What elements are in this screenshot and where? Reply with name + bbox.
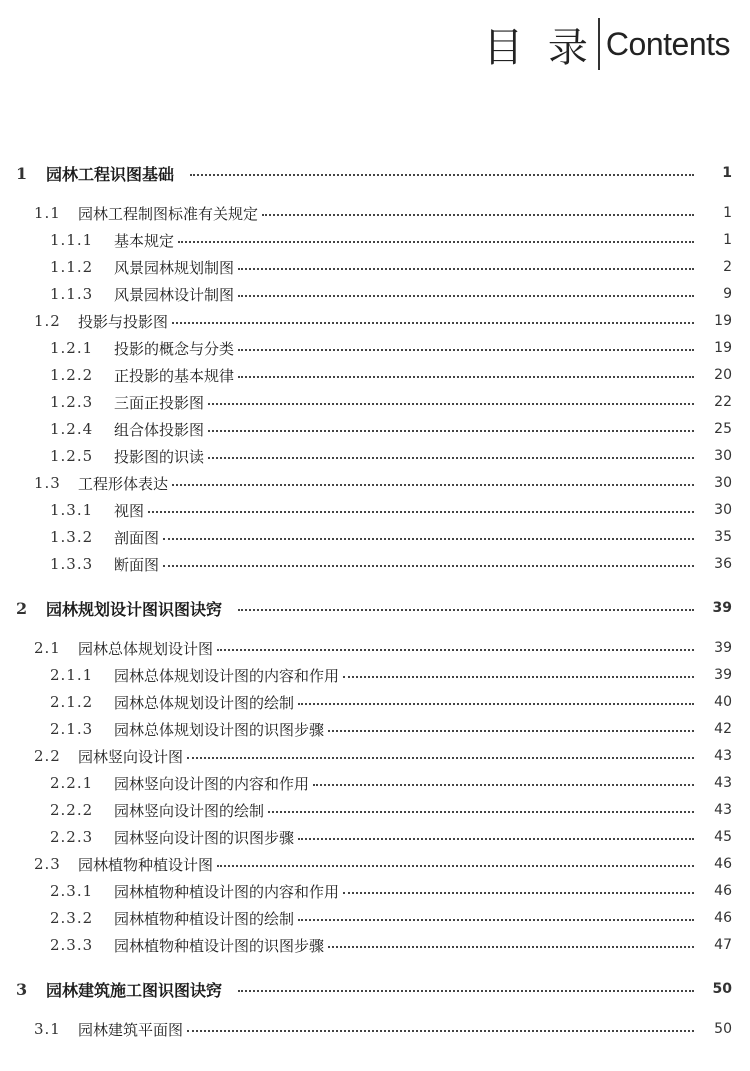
toc-leader-dots (208, 403, 694, 405)
toc-entry-title: 园林竖向设计图的内容和作用 (114, 774, 310, 793)
toc-entry-number: 1.3.1 (50, 501, 94, 519)
toc-entry[interactable] (0, 227, 750, 253)
toc-entry-page: 46 (714, 883, 732, 899)
toc-entry[interactable] (0, 932, 750, 958)
toc-entry-title: 工程形体表达 (78, 474, 169, 493)
toc-entry-number: 2.2.2 (50, 801, 94, 819)
toc-entry-number: 1.1 (34, 204, 61, 222)
header-divider (598, 18, 600, 70)
toc-leader-dots (172, 322, 694, 324)
toc-entry-number: 3 (16, 979, 29, 999)
toc-entry[interactable] (0, 770, 750, 796)
toc-entry-title: 园林工程制图标准有关规定 (78, 204, 259, 223)
toc-entry-page: 43 (714, 802, 732, 818)
toc-entry[interactable] (0, 160, 750, 186)
toc-entry-page: 43 (714, 775, 732, 791)
toc-leader-dots (148, 511, 694, 513)
toc-entry[interactable] (0, 1016, 750, 1042)
toc-leader-dots (298, 703, 694, 705)
toc-entry-number: 1.2.2 (50, 366, 94, 384)
toc-entry[interactable] (0, 662, 750, 688)
toc-entry-title: 园林竖向设计图的绘制 (114, 801, 265, 820)
toc-entry-number: 2.3.3 (50, 936, 94, 954)
toc-entry[interactable] (0, 443, 750, 469)
toc-entry-title: 视图 (114, 501, 145, 520)
toc-entry-page: 30 (714, 502, 732, 518)
toc-entry[interactable] (0, 254, 750, 280)
toc-leader-dots (172, 484, 694, 486)
toc-entry-page: 36 (714, 556, 732, 572)
toc-entry-title: 投影与投影图 (78, 312, 169, 331)
toc-entry-number: 1.2.5 (50, 447, 94, 465)
toc-entry-title: 风景园林规划制图 (114, 258, 235, 277)
toc-entry[interactable] (0, 797, 750, 823)
toc-entry-title: 园林总体规划设计图的内容和作用 (114, 666, 340, 685)
toc-entry-number: 1.2.1 (50, 339, 94, 357)
page-header (483, 14, 730, 74)
toc-entry[interactable] (0, 851, 750, 877)
toc-entry-page: 1 (722, 165, 732, 181)
toc-entry-number: 1.1.3 (50, 285, 94, 303)
toc-leader-dots (298, 838, 694, 840)
toc-entry[interactable] (0, 905, 750, 931)
toc-entry[interactable] (0, 200, 750, 226)
toc-entry-title: 园林植物种植设计图的识图步骤 (114, 936, 325, 955)
toc-entry-title: 断面图 (114, 555, 160, 574)
toc-entry-number: 1.1.1 (50, 231, 94, 249)
toc-entry[interactable] (0, 716, 750, 742)
toc-leader-dots (298, 919, 694, 921)
toc-entry[interactable] (0, 281, 750, 307)
toc-entry-number: 2.3.2 (50, 909, 94, 927)
toc-entry-page: 19 (714, 313, 732, 329)
toc-entry-page: 2 (723, 259, 732, 275)
toc-entry-page: 35 (714, 529, 732, 545)
toc-leader-dots (208, 457, 694, 459)
toc-leader-dots (217, 649, 694, 651)
toc-entry-page: 46 (714, 910, 732, 926)
toc-entry-page: 39 (714, 640, 732, 656)
toc-entry-title: 投影的概念与分类 (114, 339, 235, 358)
toc-leader-dots (163, 538, 694, 540)
toc-entry-page: 45 (714, 829, 732, 845)
toc-entry-title: 园林总体规划设计图的识图步骤 (114, 720, 325, 739)
toc-entry-number: 1.2 (34, 312, 61, 330)
toc-leader-dots (238, 268, 694, 270)
toc-leader-dots (328, 946, 694, 948)
toc-entry-page: 30 (714, 448, 732, 464)
toc-entry[interactable] (0, 335, 750, 361)
toc-leader-dots (163, 565, 694, 567)
toc-leader-dots (238, 349, 694, 351)
toc-entry-title: 投影图的识读 (114, 447, 205, 466)
toc-entry[interactable] (0, 497, 750, 523)
toc-entry-number: 2.3 (34, 855, 61, 873)
toc-entry-number: 2.1.2 (50, 693, 94, 711)
toc-leader-dots (343, 892, 694, 894)
toc-entry-page: 46 (714, 856, 732, 872)
toc-entry[interactable] (0, 416, 750, 442)
toc-entry-title: 正投影的基本规律 (114, 366, 235, 385)
toc-entry-number: 2.1 (34, 639, 61, 657)
toc-entry[interactable] (0, 824, 750, 850)
toc-entry-title: 园林总体规划设计图 (78, 639, 214, 658)
toc-leader-dots (343, 676, 694, 678)
toc-entry-number: 1 (16, 163, 29, 183)
toc-entry-title: 剖面图 (114, 528, 160, 547)
toc-leader-dots (268, 811, 694, 813)
toc-entry-title: 三面正投影图 (114, 393, 205, 412)
toc-entry-title: 园林建筑施工图识图诀窍 (46, 980, 223, 1000)
toc-entry-page: 25 (714, 421, 732, 437)
toc-leader-dots (262, 214, 694, 216)
toc-entry-title: 基本规定 (114, 231, 175, 250)
toc-entry[interactable] (0, 308, 750, 334)
toc-entry-title: 园林建筑平面图 (78, 1020, 184, 1039)
toc-entry[interactable] (0, 362, 750, 388)
toc-leader-dots (190, 174, 694, 176)
toc-entry-title: 园林竖向设计图 (78, 747, 184, 766)
toc-leader-dots (208, 430, 694, 432)
toc-entry-page: 43 (714, 748, 732, 764)
toc-entry-page: 9 (723, 286, 732, 302)
toc-entry-page: 39 (712, 600, 732, 616)
toc-entry-page: 1 (723, 205, 732, 221)
toc-entry-title: 园林总体规划设计图的绘制 (114, 693, 295, 712)
toc-entry-number: 1.3.3 (50, 555, 94, 573)
toc-entry[interactable] (0, 743, 750, 769)
toc-entry-page: 50 (714, 1021, 732, 1037)
toc-entry-number: 1.3 (34, 474, 61, 492)
toc-entry[interactable] (0, 551, 750, 577)
toc-entry-number: 2.2.1 (50, 774, 94, 792)
toc-entry-number: 2.2.3 (50, 828, 94, 846)
toc-entry[interactable] (0, 389, 750, 415)
toc-leader-dots (238, 295, 694, 297)
toc-leader-dots (238, 609, 694, 611)
toc-entry-page: 22 (714, 394, 732, 410)
header-title-cn: 目 录 (483, 24, 594, 71)
toc-entry[interactable] (0, 976, 750, 1002)
toc-entry-number: 2.1.1 (50, 666, 94, 684)
toc-entry-number: 3.1 (34, 1020, 61, 1038)
toc-leader-dots (313, 784, 694, 786)
toc-entry-page: 30 (714, 475, 732, 491)
toc-entry-title: 风景园林设计制图 (114, 285, 235, 304)
toc-entry-number: 1.1.2 (50, 258, 94, 276)
toc-entry-title: 园林工程识图基础 (46, 164, 175, 184)
toc-leader-dots (238, 990, 694, 992)
toc-entry[interactable] (0, 878, 750, 904)
toc-entry-title: 园林植物种植设计图的内容和作用 (114, 882, 340, 901)
toc-entry[interactable] (0, 595, 750, 621)
toc-entry[interactable] (0, 635, 750, 661)
toc-entry-number: 2.1.3 (50, 720, 94, 738)
toc-leader-dots (187, 757, 694, 759)
toc-entry-number: 2.3.1 (50, 882, 94, 900)
toc-entry-title: 园林竖向设计图的识图步骤 (114, 828, 295, 847)
toc-entry-page: 42 (714, 721, 732, 737)
toc-entry-page: 1 (723, 232, 732, 248)
toc-entry-page: 40 (714, 694, 732, 710)
toc-entry-page: 50 (712, 981, 732, 997)
toc-entry[interactable] (0, 470, 750, 496)
toc-entry-number: 1.3.2 (50, 528, 94, 546)
toc-entry-title: 组合体投影图 (114, 420, 205, 439)
toc-entry-page: 20 (714, 367, 732, 383)
toc-entry-number: 1.2.3 (50, 393, 94, 411)
toc-entry-number: 2 (16, 598, 29, 618)
toc-entry-title: 园林植物种植设计图的绘制 (114, 909, 295, 928)
toc-entry-title: 园林植物种植设计图 (78, 855, 214, 874)
toc-leader-dots (187, 1030, 694, 1032)
toc-leader-dots (178, 241, 694, 243)
header-title-en: Contents (605, 25, 730, 62)
toc-leader-dots (328, 730, 694, 732)
toc-entry[interactable] (0, 689, 750, 715)
toc-entry-page: 39 (714, 667, 732, 683)
toc-entry-page: 19 (714, 340, 732, 356)
toc-leader-dots (238, 376, 694, 378)
toc-entry-number: 1.2.4 (50, 420, 94, 438)
toc-entry-number: 2.2 (34, 747, 61, 765)
toc-entry-page: 47 (714, 937, 732, 953)
toc-entry-title: 园林规划设计图识图诀窍 (46, 599, 223, 619)
toc-leader-dots (217, 865, 694, 867)
toc-entry[interactable] (0, 524, 750, 550)
